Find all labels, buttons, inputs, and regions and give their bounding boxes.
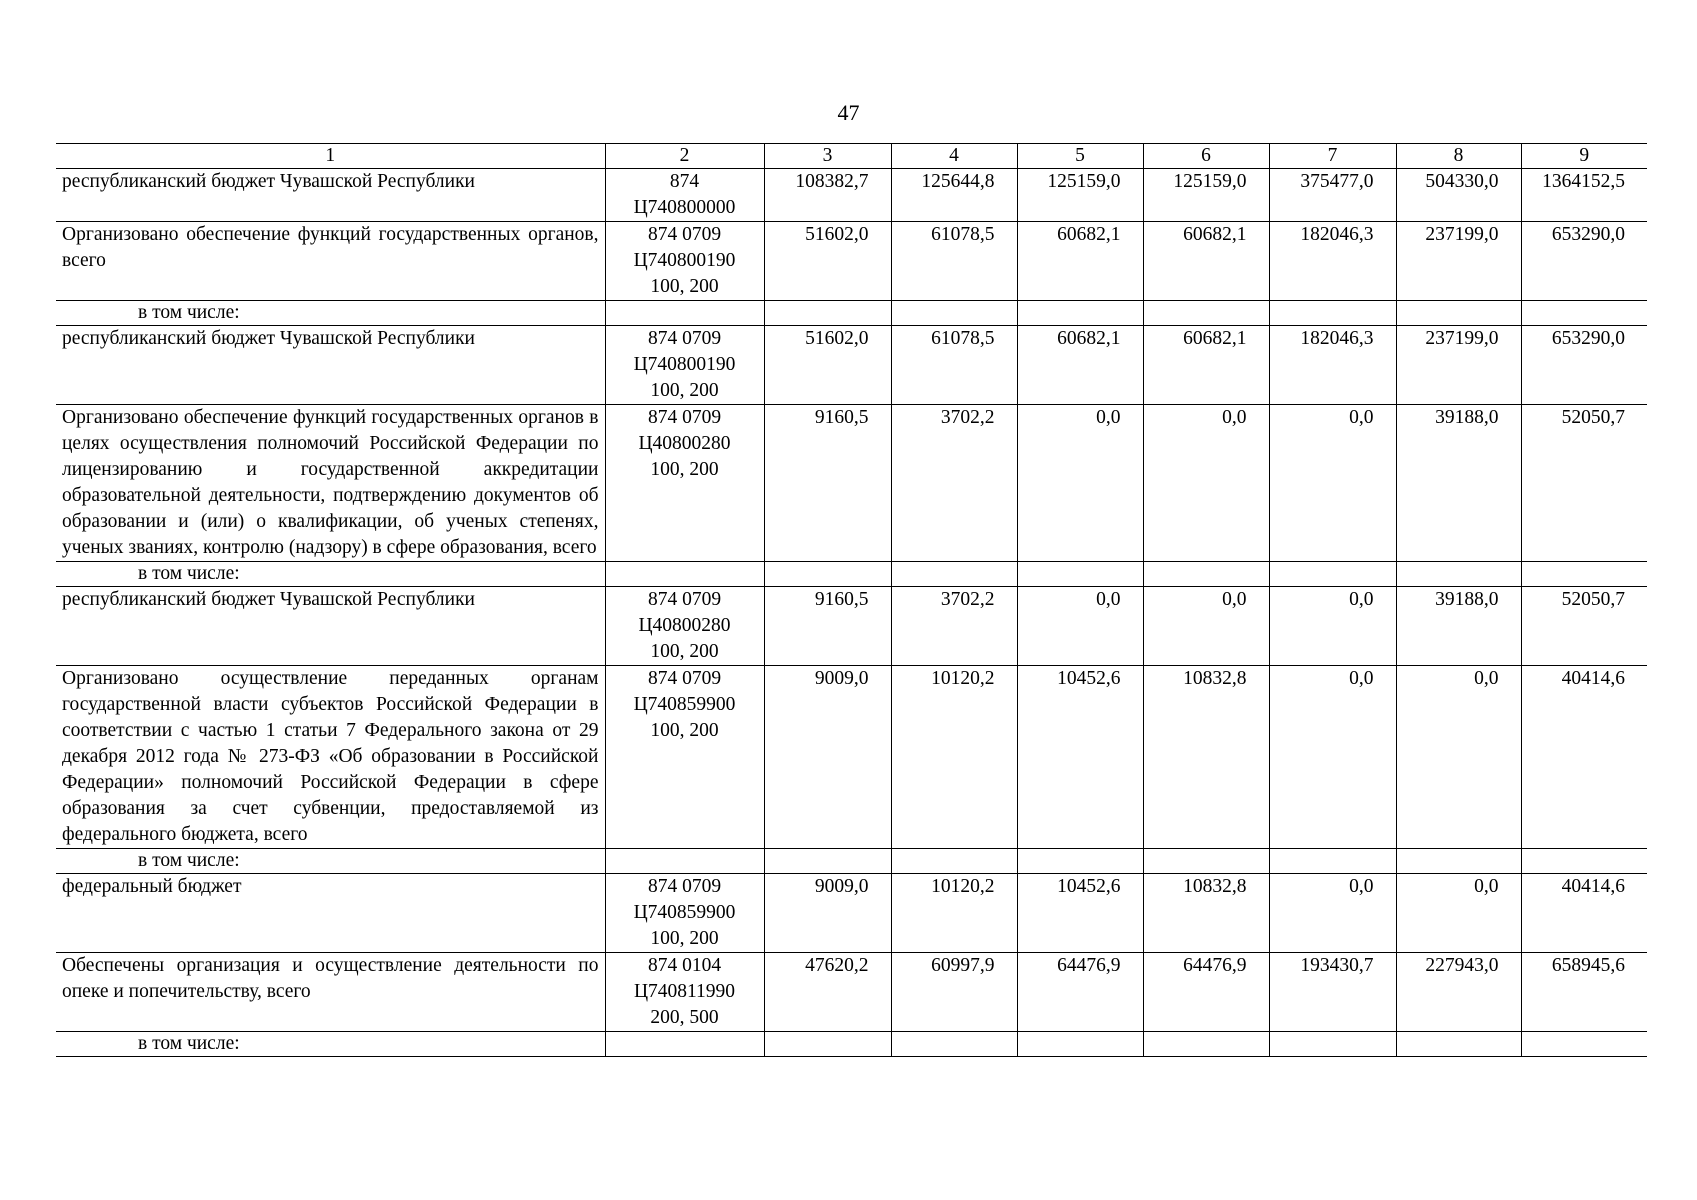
table-row xyxy=(56,666,1647,849)
budget-code: 874 0104 Ц740811990 200, 500 xyxy=(605,953,764,1032)
row-name: Обеспечены организация и осуществление деятельности по опеке и попечительству, всего xyxy=(56,953,605,1032)
subtotal-label-row xyxy=(56,562,1647,587)
column-number: 6 xyxy=(1143,144,1269,169)
value-cell xyxy=(1521,562,1647,587)
column-number-row xyxy=(56,144,1647,169)
value-cell: 125159,0 xyxy=(1017,169,1143,222)
value-cell: 9009,0 xyxy=(764,666,891,849)
table-row xyxy=(56,405,1647,562)
value-cell: 0,0 xyxy=(1396,666,1521,849)
value-cell: 0,0 xyxy=(1143,405,1269,562)
column-number: 4 xyxy=(891,144,1017,169)
budget-code xyxy=(605,562,764,587)
value-cell: 51602,0 xyxy=(764,222,891,301)
value-cell: 10452,6 xyxy=(1017,666,1143,849)
subtotal-label-row xyxy=(56,301,1647,326)
column-number: 1 xyxy=(56,144,605,169)
value-cell: 61078,5 xyxy=(891,222,1017,301)
row-name: республиканский бюджет Чувашской Республики xyxy=(56,326,605,405)
row-name: Организовано обеспечение функций государственных органов, всего xyxy=(56,222,605,301)
value-cell: 125644,8 xyxy=(891,169,1017,222)
value-cell xyxy=(1143,849,1269,874)
value-cell: 60682,1 xyxy=(1017,326,1143,405)
value-cell: 10832,8 xyxy=(1143,666,1269,849)
value-cell: 193430,7 xyxy=(1269,953,1396,1032)
table-row xyxy=(56,587,1647,666)
budget-code xyxy=(605,849,764,874)
row-name: федеральный бюджет xyxy=(56,874,605,953)
table-row xyxy=(56,169,1647,222)
value-cell: 9160,5 xyxy=(764,587,891,666)
column-number: 8 xyxy=(1396,144,1521,169)
value-cell: 39188,0 xyxy=(1396,587,1521,666)
value-cell: 10120,2 xyxy=(891,666,1017,849)
value-cell: 52050,7 xyxy=(1521,587,1647,666)
value-cell: 653290,0 xyxy=(1521,326,1647,405)
value-cell: 237199,0 xyxy=(1396,222,1521,301)
value-cell xyxy=(764,1032,891,1057)
budget-code: 874 0709 Ц740859900 100, 200 xyxy=(605,874,764,953)
row-name: Организовано осуществление переданных органам государственной власти субъектов Российской Федерации в соответствии с частью 1 статьи 7 Федерального закона от 29 декабря 2012 года № 273-ФЗ «Об образовании в Российской Федерации» полномочий Российской Федерации в сфере образования за счет субвенции, предоставляемой из федерального бюджета, всего xyxy=(56,666,605,849)
value-cell: 9160,5 xyxy=(764,405,891,562)
value-cell xyxy=(1396,849,1521,874)
row-name: в том числе: xyxy=(56,849,605,874)
row-name: республиканский бюджет Чувашской Республики xyxy=(56,587,605,666)
value-cell xyxy=(764,849,891,874)
value-cell: 3702,2 xyxy=(891,405,1017,562)
column-number: 7 xyxy=(1269,144,1396,169)
value-cell xyxy=(891,301,1017,326)
value-cell: 61078,5 xyxy=(891,326,1017,405)
value-cell: 64476,9 xyxy=(1017,953,1143,1032)
value-cell xyxy=(1521,301,1647,326)
value-cell: 375477,0 xyxy=(1269,169,1396,222)
value-cell xyxy=(891,562,1017,587)
value-cell xyxy=(1017,301,1143,326)
value-cell: 182046,3 xyxy=(1269,326,1396,405)
value-cell: 237199,0 xyxy=(1396,326,1521,405)
value-cell: 0,0 xyxy=(1269,874,1396,953)
value-cell: 64476,9 xyxy=(1143,953,1269,1032)
value-cell xyxy=(1396,301,1521,326)
column-number: 2 xyxy=(605,144,764,169)
value-cell xyxy=(891,1032,1017,1057)
budget-table xyxy=(56,143,1647,1057)
page-number: 47 xyxy=(837,100,860,125)
budget-code: 874 0709 Ц40800280 100, 200 xyxy=(605,405,764,562)
value-cell xyxy=(1017,849,1143,874)
value-cell: 0,0 xyxy=(1017,587,1143,666)
value-cell: 60997,9 xyxy=(891,953,1017,1032)
value-cell: 1364152,5 xyxy=(1521,169,1647,222)
table-row xyxy=(56,874,1647,953)
budget-code xyxy=(605,1032,764,1057)
budget-code xyxy=(605,301,764,326)
value-cell xyxy=(1143,1032,1269,1057)
value-cell: 227943,0 xyxy=(1396,953,1521,1032)
value-cell xyxy=(1143,562,1269,587)
value-cell: 0,0 xyxy=(1143,587,1269,666)
value-cell xyxy=(1396,562,1521,587)
budget-code: 874 0709 Ц40800280 100, 200 xyxy=(605,587,764,666)
value-cell: 10832,8 xyxy=(1143,874,1269,953)
value-cell: 0,0 xyxy=(1269,666,1396,849)
budget-code: 874 Ц740800000 xyxy=(605,169,764,222)
value-cell xyxy=(1521,849,1647,874)
value-cell: 52050,7 xyxy=(1521,405,1647,562)
value-cell: 40414,6 xyxy=(1521,666,1647,849)
value-cell: 60682,1 xyxy=(1143,222,1269,301)
value-cell xyxy=(1521,1032,1647,1057)
value-cell: 60682,1 xyxy=(1143,326,1269,405)
table-row xyxy=(56,953,1647,1032)
value-cell: 10120,2 xyxy=(891,874,1017,953)
value-cell xyxy=(1017,1032,1143,1057)
value-cell: 10452,6 xyxy=(1017,874,1143,953)
budget-code: 874 0709 Ц740859900 100, 200 xyxy=(605,666,764,849)
value-cell: 39188,0 xyxy=(1396,405,1521,562)
table-row xyxy=(56,326,1647,405)
value-cell: 108382,7 xyxy=(764,169,891,222)
value-cell xyxy=(1269,849,1396,874)
value-cell: 9009,0 xyxy=(764,874,891,953)
row-name: в том числе: xyxy=(56,562,605,587)
value-cell xyxy=(1396,1032,1521,1057)
value-cell: 653290,0 xyxy=(1521,222,1647,301)
value-cell xyxy=(1017,562,1143,587)
value-cell: 658945,6 xyxy=(1521,953,1647,1032)
value-cell: 0,0 xyxy=(1396,874,1521,953)
column-number: 3 xyxy=(764,144,891,169)
budget-code: 874 0709 Ц740800190 100, 200 xyxy=(605,326,764,405)
value-cell xyxy=(1269,301,1396,326)
value-cell: 0,0 xyxy=(1269,405,1396,562)
value-cell xyxy=(1269,1032,1396,1057)
value-cell: 3702,2 xyxy=(891,587,1017,666)
row-name: в том числе: xyxy=(56,1032,605,1057)
subtotal-label-row xyxy=(56,849,1647,874)
value-cell xyxy=(1269,562,1396,587)
value-cell: 51602,0 xyxy=(764,326,891,405)
value-cell: 0,0 xyxy=(1017,405,1143,562)
value-cell: 182046,3 xyxy=(1269,222,1396,301)
value-cell: 504330,0 xyxy=(1396,169,1521,222)
value-cell xyxy=(764,301,891,326)
value-cell: 0,0 xyxy=(1269,587,1396,666)
value-cell xyxy=(1143,301,1269,326)
value-cell: 40414,6 xyxy=(1521,874,1647,953)
budget-code: 874 0709 Ц740800190 100, 200 xyxy=(605,222,764,301)
column-number: 9 xyxy=(1521,144,1647,169)
column-number: 5 xyxy=(1017,144,1143,169)
row-name: Организовано обеспечение функций государственных органов в целях осуществления полномочий Российской Федерации по лицензированию и государственной аккредитации образовательной деятельности, подтверждению документов об образовании и (или) о квалификации, об ученых степенях, ученых званиях, контролю (надзору) в сфере образования, всего xyxy=(56,405,605,562)
value-cell xyxy=(764,562,891,587)
value-cell xyxy=(891,849,1017,874)
table-row xyxy=(56,222,1647,301)
row-name: в том числе: xyxy=(56,301,605,326)
value-cell: 125159,0 xyxy=(1143,169,1269,222)
value-cell: 60682,1 xyxy=(1017,222,1143,301)
subtotal-label-row xyxy=(56,1032,1647,1057)
value-cell: 47620,2 xyxy=(764,953,891,1032)
row-name: республиканский бюджет Чувашской Республики xyxy=(56,169,605,222)
